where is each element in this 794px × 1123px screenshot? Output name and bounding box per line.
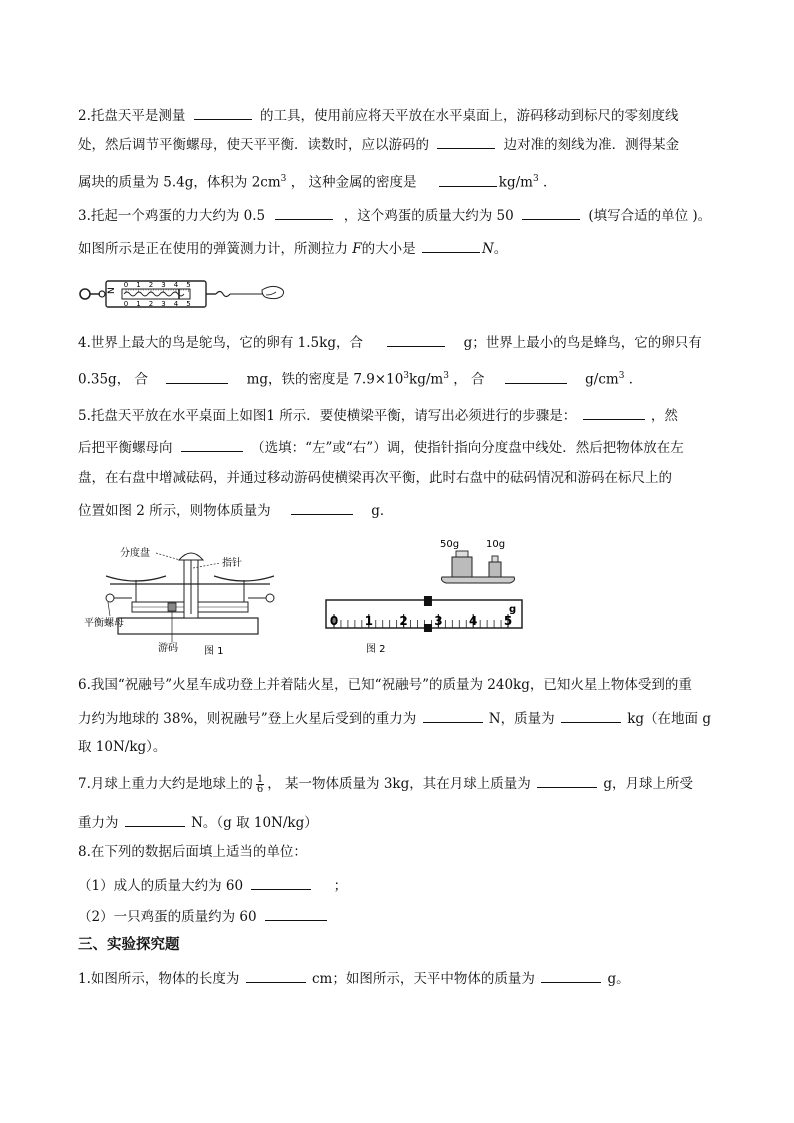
q5-line-4	[78, 500, 393, 520]
section-heading: 三、实验探究题	[78, 937, 180, 953]
q5-line-1	[78, 405, 678, 425]
superscript: 3	[403, 371, 410, 381]
q7-text: 7.月球上重力大约是地球上的	[78, 776, 253, 792]
scale-ring	[80, 289, 90, 299]
scale-top-label: 0	[123, 281, 129, 289]
left-balance-nut	[106, 594, 114, 602]
q3-line-1	[78, 205, 711, 225]
q4-text: ．	[628, 371, 643, 388]
force-symbol: F	[352, 241, 362, 257]
rider	[168, 603, 176, 611]
q2-text: 边对准的刻线为准．测得某金	[503, 137, 680, 153]
q3-blank-2[interactable]	[522, 205, 580, 220]
right-pan-plate	[442, 577, 515, 583]
q8-text: ；	[333, 878, 348, 894]
scale-bottom-label: 1	[136, 300, 141, 308]
ruler-label: 2	[399, 614, 408, 628]
q7-line-1	[78, 773, 693, 794]
q8-text: 8.在下列的数据后面填上适当的单位：	[78, 844, 307, 860]
q2-blank-2[interactable]	[437, 134, 495, 149]
q5-text: 位置如图 2 所示，则物体质量为	[78, 503, 271, 519]
scale-unit-label: N	[107, 287, 117, 294]
q5-text: 5.托盘天平放在水平桌面上如图1 所示．要使横梁平衡，请写出必须进行的步骤是：	[78, 408, 577, 424]
superscript: 3	[618, 371, 625, 381]
q2-blank-3[interactable]	[439, 172, 497, 187]
q4-text: ， 合	[453, 371, 485, 388]
scale-top-label: 4	[173, 281, 179, 289]
q3-text: 如图所示是正在使用的弹簧测力计，所测拉力	[78, 241, 353, 257]
q2-blank-1[interactable]	[194, 105, 252, 120]
q6-blank-1[interactable]	[423, 708, 483, 723]
ruler-label: 1	[364, 614, 373, 628]
q5-line-2	[78, 437, 684, 457]
superscript: 3	[443, 371, 449, 381]
q3-text: 。	[493, 241, 508, 257]
rider-top	[424, 596, 432, 606]
ruler-unit: g	[509, 604, 517, 615]
label-dial: 分度盘	[120, 548, 150, 559]
q4-blank-3[interactable]	[505, 369, 567, 384]
q4-blank-2[interactable]	[166, 369, 228, 384]
q3-line-2	[78, 238, 507, 258]
balance-figure-1	[80, 540, 290, 658]
scale-top-label: 3	[161, 281, 166, 289]
right-balance-nut	[266, 594, 274, 602]
q6-text: N，质量为	[488, 711, 555, 727]
q8-text: （1）成人的质量大约为 60	[78, 878, 244, 894]
label-balance-nut: 平衡螺母	[84, 618, 124, 629]
scale-top-label: 5	[186, 281, 191, 289]
dial-plate	[179, 553, 203, 560]
q9-line-1	[78, 968, 630, 988]
q4-text: 4.世界上最大的鸟是鸵鸟，它的卵有 1.5kg，合	[78, 335, 363, 351]
q6-blank-2[interactable]	[561, 708, 621, 723]
q4-text: kg/m	[409, 371, 444, 388]
scale-top-label: 2	[148, 281, 154, 289]
q9-blank-1[interactable]	[246, 968, 306, 983]
balance-base	[118, 618, 258, 634]
weight-10g	[489, 562, 501, 577]
hand-icon	[262, 286, 284, 298]
q8-line-3	[78, 906, 331, 926]
scale-body	[106, 281, 206, 307]
weight-50g-label: 50g	[440, 539, 460, 550]
q2-text: 属块的质量为 5.4g，体积为 2cm	[78, 174, 281, 191]
q8-line-2	[78, 875, 347, 895]
q7-blank-1[interactable]	[537, 773, 597, 788]
figure-1-caption: 图 1	[204, 646, 224, 657]
q9-blank-2[interactable]	[541, 968, 601, 983]
q5-text: 盘，在右盘中增减砝码，并通过移动游码使横梁再次平衡，此时右盘中的砝码情况和游码在标尺上的	[78, 470, 672, 486]
newton-unit: N	[481, 241, 494, 257]
scale-bottom-label: 4	[173, 300, 179, 308]
q2-line-3	[78, 170, 556, 192]
q8-text: （2）一只鸡蛋的质量约为 60	[78, 909, 257, 925]
q5-blank-2[interactable]	[181, 437, 243, 452]
q5-text: 后把平衡螺母向	[78, 440, 173, 456]
q2-text: 处，然后调节平衡螺母，使天平平衡．读数时，应以游码的	[78, 137, 429, 153]
scale-bottom-label: 0	[123, 300, 129, 308]
q7-blank-2[interactable]	[125, 812, 185, 827]
q3-text: 3.托起一个鸡蛋的力大约为 0.5	[78, 208, 266, 224]
q8-blank-2[interactable]	[265, 906, 327, 921]
fraction-one-sixth: $\frac{1}{6}$	[256, 774, 264, 795]
q3-text: (填写合适的单位 )。	[588, 208, 712, 224]
scale-bottom-label: 2	[148, 300, 154, 308]
q7-text: N。（g 取 10N/kg）	[191, 815, 318, 831]
q2-line-1	[78, 105, 678, 125]
scale-bottom-label: 3	[161, 300, 166, 308]
q9-text: 1.如图所示，物体的长度为	[78, 971, 240, 987]
q6-text: 6.我国“祝融号”火星车成功登上并着陆火星，已知“祝融号”的质量为 240kg，已知火星上物体受到的重	[78, 677, 692, 693]
q2-line-2	[78, 134, 679, 154]
figure-2-caption: 图 2	[366, 644, 386, 655]
q6-line-3	[78, 738, 166, 756]
q4-line-2	[78, 367, 642, 389]
ruler-label: 4	[469, 614, 478, 628]
q6-text: 取 10N/kg）。	[78, 739, 167, 755]
weight-10g-label: 10g	[486, 539, 506, 550]
q8-blank-1[interactable]	[251, 875, 311, 890]
ruler-label: 5	[503, 614, 513, 628]
q2-text: 的工具，使用前应将天平放在水平桌面上，游码移动到标尺的零刻度线	[259, 108, 679, 124]
weights-and-scale-figure-2	[320, 534, 530, 658]
q6-line-2	[78, 708, 711, 728]
q6-line-1	[78, 676, 692, 694]
q8-line-1	[78, 843, 307, 861]
q3-blank-1[interactable]	[275, 205, 333, 220]
q5-blank-1[interactable]	[583, 405, 645, 420]
q7-text: ， 某一物体质量为 3kg，其在月球上质量为	[267, 776, 531, 792]
q6-text: 力约为地球的 38%，则祝融号”登上火星后受到的重力为	[78, 711, 417, 727]
q5-blank-3[interactable]	[291, 500, 353, 515]
q6-text: kg（在地面 g	[627, 711, 711, 727]
superscript: 3	[280, 174, 287, 184]
q4-blank-1[interactable]	[387, 332, 445, 347]
q4-text: 0.35g， 合	[78, 371, 148, 388]
spring-scale-figure	[76, 276, 296, 312]
scale-bottom-label: 5	[186, 300, 191, 308]
q5-text: （选填：“左”或“右”）调，使指针指向分度盘中线处．然后把物体放在左	[251, 440, 684, 456]
q4-line-1	[78, 332, 702, 352]
q2-text: ， 这种金属的密度是	[290, 174, 417, 191]
ruler-label: 3	[434, 614, 443, 628]
label-rider: 游码	[158, 643, 178, 654]
scale-top-label: 1	[136, 281, 141, 289]
q9-text: cm；如图所示，天平中物体的质量为	[311, 971, 535, 987]
q2-text: ．	[542, 174, 557, 191]
label-pointer: 指针	[222, 558, 242, 569]
q7-text: g，月球上所受	[603, 776, 694, 792]
q4-text: g；世界上最小的鸟是蜂鸟，它的卵只有	[463, 335, 702, 351]
q9-text: g。	[607, 971, 630, 987]
q3-blank-3[interactable]	[422, 238, 480, 253]
q3-text: 的大小是	[361, 241, 416, 257]
superscript: 3	[532, 174, 539, 184]
q2-text: 2.托盘天平是测量	[78, 108, 186, 124]
q3-text: ，这个鸡蛋的质量大约为 50	[343, 208, 514, 224]
q7-text: 重力为	[78, 815, 119, 831]
ruler-label: 0	[329, 614, 339, 628]
q4-text: mg，铁的密度是 7.9×10	[246, 371, 404, 388]
weight-50g	[452, 557, 472, 577]
q4-text: g/cm	[585, 371, 619, 388]
q5-line-3	[78, 469, 672, 487]
scale-hook	[216, 292, 230, 297]
rider-bottom	[424, 624, 432, 632]
q2-unit: kg/m	[498, 174, 533, 191]
q5-text: ，然	[650, 408, 678, 424]
q7-line-2	[78, 812, 318, 832]
q5-text: g．	[371, 503, 394, 519]
